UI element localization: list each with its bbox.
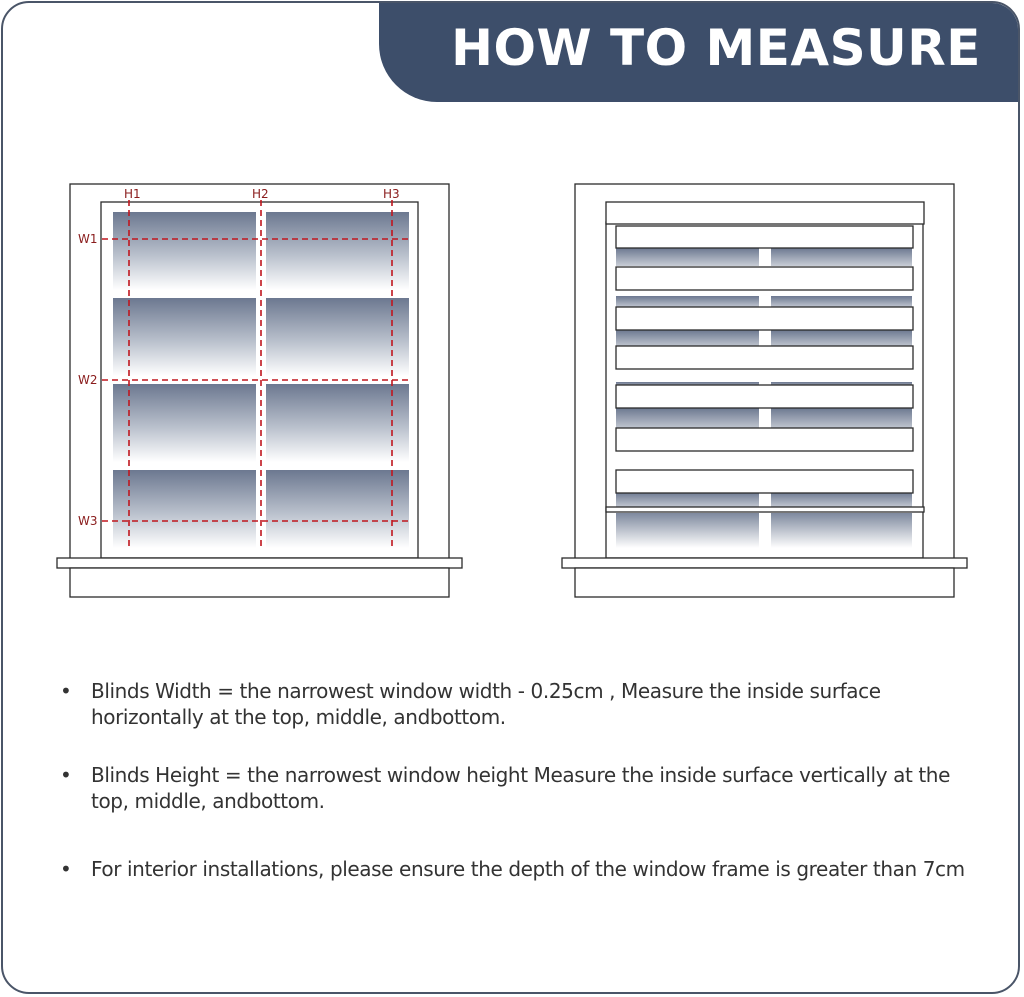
measurement-notes bbox=[60, 678, 980, 882]
bullet-icon: • bbox=[60, 679, 72, 703]
window-sill bbox=[562, 558, 967, 568]
bullet-icon: • bbox=[60, 857, 72, 881]
blind-headrail bbox=[606, 202, 924, 224]
bullet-icon: • bbox=[60, 763, 72, 787]
measure-window-diagram bbox=[0, 0, 520, 620]
blind-bottom-rail bbox=[606, 507, 924, 512]
label-h3: H3 bbox=[383, 187, 400, 201]
page-title: HOW TO MEASURE bbox=[451, 19, 981, 77]
note-width bbox=[60, 678, 980, 730]
note-height bbox=[60, 762, 980, 814]
note-text: Blinds Width = the narrowest window width - 0.25cm , Measure the inside surface horizontally at the top, middle, andbottom. bbox=[91, 679, 881, 729]
label-w1: W1 bbox=[78, 232, 98, 246]
note-depth bbox=[60, 856, 980, 882]
label-w3: W3 bbox=[78, 514, 98, 528]
note-text: For interior installations, please ensure the depth of the window frame is greater than 7cm bbox=[91, 857, 965, 881]
label-h1: H1 bbox=[124, 187, 141, 201]
installed-blinds-diagram bbox=[510, 0, 980, 620]
window-apron bbox=[575, 568, 954, 597]
window-sill bbox=[57, 558, 462, 568]
label-h2: H2 bbox=[252, 187, 269, 201]
window-apron bbox=[70, 568, 449, 597]
note-text: Blinds Height = the narrowest window height Measure the inside surface vertically at the top, middle, andbottom. bbox=[91, 763, 950, 813]
label-w2: W2 bbox=[78, 373, 98, 387]
